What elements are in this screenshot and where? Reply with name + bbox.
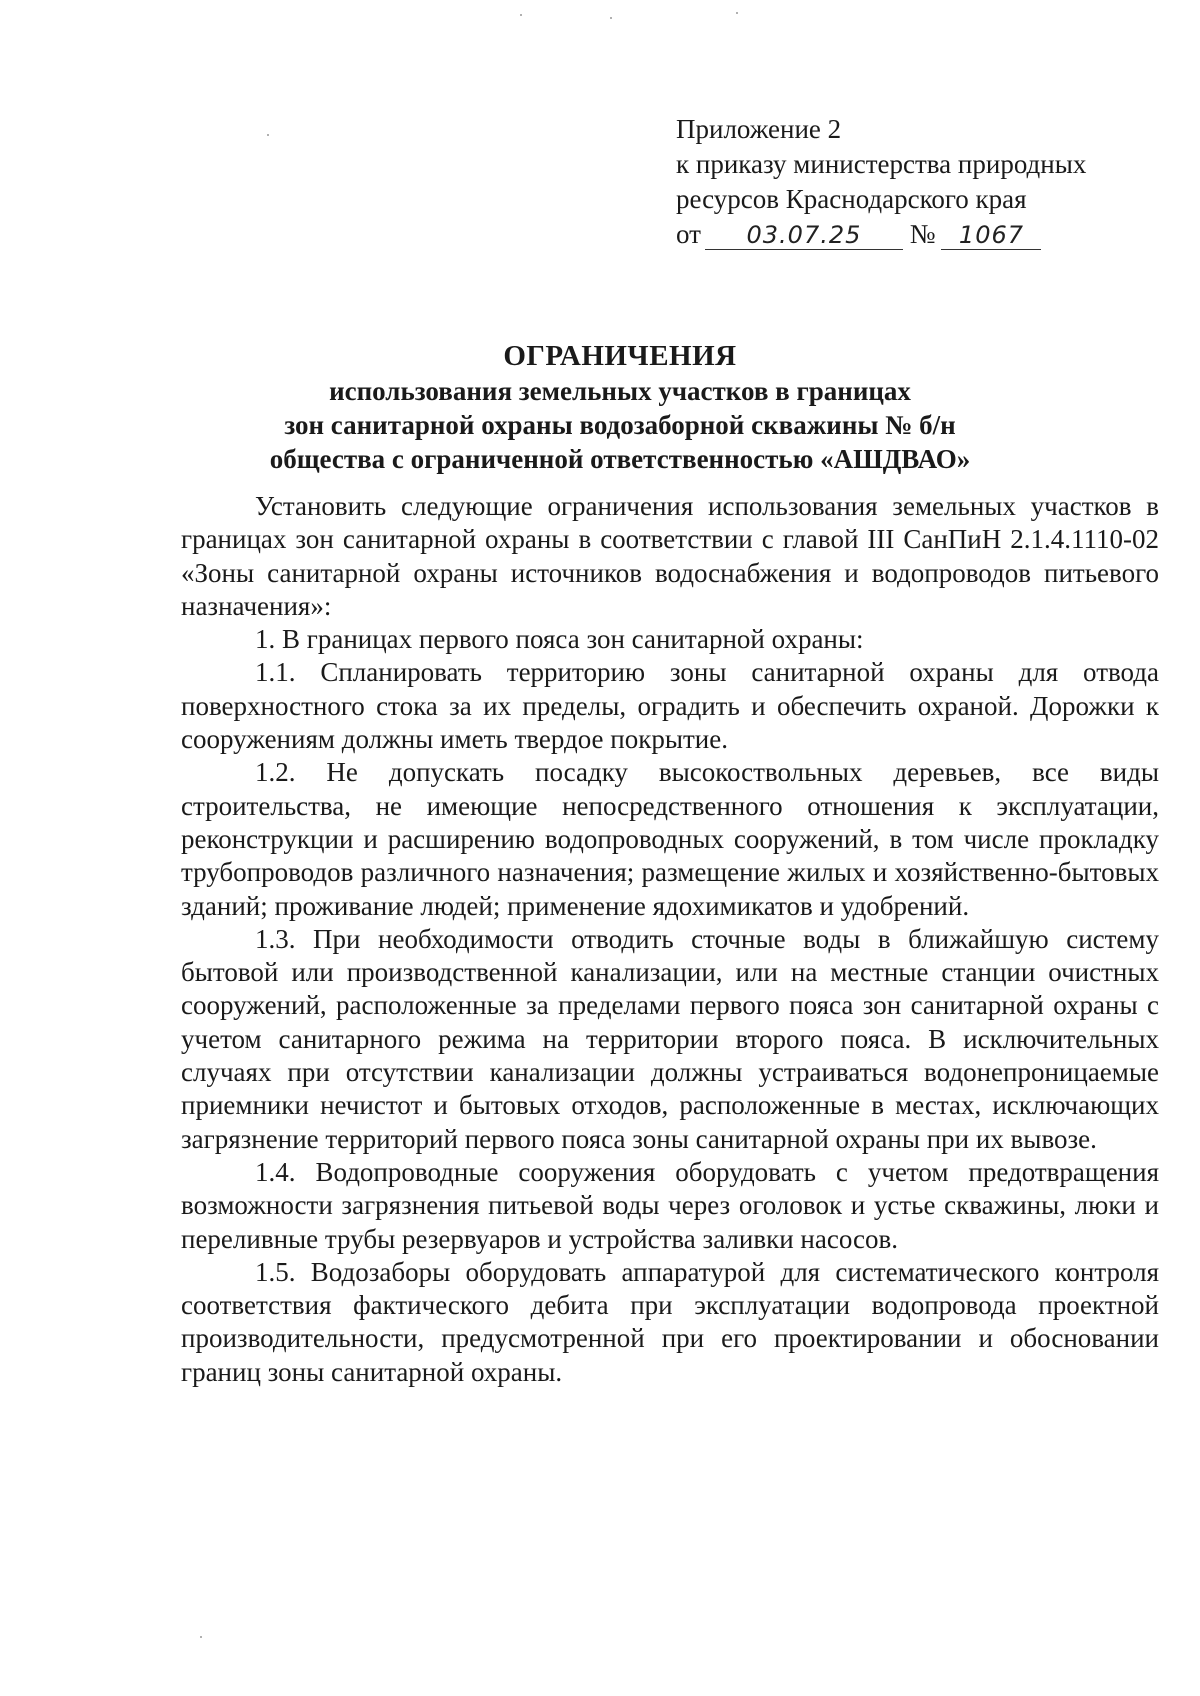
paragraph-1-3: 1.3. При необходимости отводить сточные воды в ближайшую систему бытовой или производственной канализации, или на местные станции очистных сооружений, расположенные за пределами первого пояса зон санитарной охраны с учетом санитарного режима на территории второго пояса. В исключительных случаях при отсутствии канализации должны устраиваться водонепроницаемые приемники нечистот и бытовых отходов, расположенные в местах, исключающих загрязнение территорий первого пояса зоны санитарной охраны при их вывозе.	[181, 923, 1159, 1154]
date-field	[705, 220, 903, 250]
annex-line-2: к приказу министерства природных	[676, 149, 1087, 179]
annex-line-3: ресурсов Краснодарского края	[676, 184, 1027, 214]
document-subtitle-line-2: зон санитарной охраны водозаборной скважины № б/н	[284, 410, 956, 440]
scan-speck	[736, 12, 738, 14]
handwritten-date: 03.07.25	[746, 221, 862, 249]
document-title-block	[180, 338, 1060, 476]
scan-speck	[200, 1636, 202, 1638]
paragraph-1-4: 1.4. Водопроводные сооружения оборудовать с учетом предотвращения возможности загрязнения питьевой воды через оголовок и устье скважины, люки и переливные трубы резервуаров и устройства заливки насосов.	[181, 1156, 1159, 1254]
document-title: ОГРАНИЧЕНИЯ	[503, 340, 737, 372]
paragraph-1-5: 1.5. Водозаборы оборудовать аппаратурой для систематического контроля соответствия фактического дебита при эксплуатации водопровода проектной производительности, предусмотренной при его проектировании и обосновании границ зоны санитарной охраны.	[181, 1256, 1159, 1387]
date-prefix: от	[676, 219, 701, 249]
annex-header	[676, 112, 1146, 252]
scan-speck	[267, 134, 269, 136]
paragraph-section-1: 1. В границах первого пояса зон санитарной охраны:	[255, 624, 864, 655]
paragraph-1-1: 1.1. Спланировать территорию зоны санитарной охраны для отвода поверхностного стока за их пределы, оградить и обеспечить охраной. Дорожки к сооружениям должны иметь твердое покрытие.	[181, 657, 1159, 755]
paragraph-1-2: 1.2. Не допускать посадку высокоствольных деревьев, все виды строительства, не имеющие непосредственного отношения к эксплуатации, реконструкции и расширению водопроводных сооружений, в том числе прокладку трубопроводов различного назначения; размещение жилых и хозяйственно-бытовых зданий; проживание людей; применение ядохимикатов и удобрений.	[181, 757, 1159, 921]
annex-date-line	[676, 217, 1146, 252]
document-subtitle-line-1: использования земельных участков в границах	[329, 376, 911, 406]
scan-speck	[520, 14, 522, 16]
document-subtitle-line-3: общества с ограниченной ответственностью «АШДВАО»	[269, 444, 971, 474]
scan-speck	[610, 17, 612, 19]
document-body	[181, 490, 1159, 1389]
handwritten-number: 1067	[958, 221, 1024, 249]
paragraph-intro: Установить следующие ограничения использования земельных участков в границах зон санитарной охраны в соответствии с главой III СанПиН 2.1.4.1110-02 «Зоны санитарной охраны источников водоснабжения и водопроводов питьевого назначения»:	[181, 491, 1159, 621]
annex-line-1: Приложение 2	[676, 114, 842, 144]
number-prefix: №	[909, 219, 936, 249]
number-field	[941, 220, 1041, 250]
